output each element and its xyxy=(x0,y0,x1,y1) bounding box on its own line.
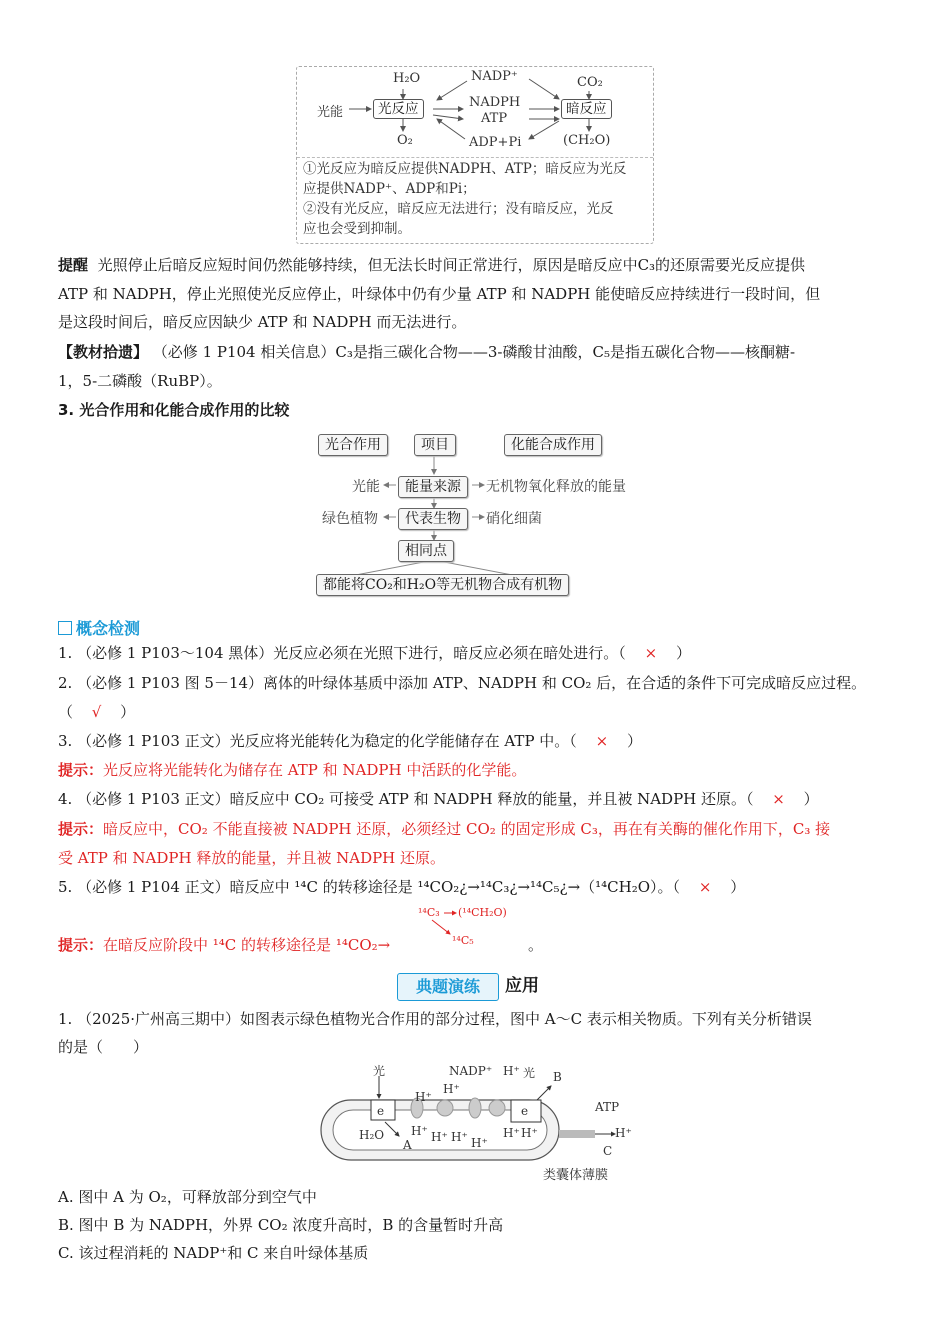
hplus-label-4: H⁺ xyxy=(431,1130,448,1144)
option-b[interactable]: B. 图中 B 为 NADPH，外界 CO₂ 浓度升高时，B 的含量暂时升高 xyxy=(58,1216,504,1234)
question-5-end: ） xyxy=(730,878,746,896)
hint-3-label: 提示： xyxy=(58,761,104,779)
atp-label: ATP xyxy=(481,111,508,126)
concept-check-title xyxy=(58,616,140,639)
hplus-label-9: H⁺ xyxy=(615,1126,632,1140)
hint-4-line-1 xyxy=(58,818,830,840)
hint-3 xyxy=(58,759,526,781)
c-label: C xyxy=(603,1144,613,1158)
question-2-answer xyxy=(58,701,135,723)
question-4-mark: × xyxy=(772,790,785,808)
figure-note-4: 应也会受到抑制。 xyxy=(303,221,411,237)
question-3-end: ） xyxy=(626,732,642,750)
light-label-2: 光 xyxy=(523,1066,536,1080)
question-2-open: （ xyxy=(58,703,74,721)
figure-divider xyxy=(297,157,653,158)
hint-4-text-1: 暗反应中，CO₂ 不能直接被 NADPH 还原，必须经过 CO₂ 的固定形成 C₃，再在有关酶的催化作用下，C₃ 接 xyxy=(103,820,831,838)
atp-label-fig2: ATP xyxy=(595,1100,620,1114)
figure-note-3: ②没有光反应，暗反应无法进行；没有暗反应，光反 xyxy=(303,201,614,217)
b-label: B xyxy=(553,1070,562,1084)
light-label-1: 光 xyxy=(373,1064,386,1078)
common-text-box: 都能将CO₂和H₂O等无机物合成有机物 xyxy=(316,574,569,596)
h2o-label: H₂O xyxy=(393,71,421,86)
common-box: 相同点 xyxy=(398,540,454,562)
hint-5-end: 。 xyxy=(528,936,544,954)
question-1-end: ） xyxy=(675,644,691,662)
question-1 xyxy=(58,642,691,664)
figure-note-2: 应提供NADP⁺、ADP和Pi； xyxy=(303,181,476,197)
pathway-ch2o: (¹⁴CH₂O) xyxy=(458,906,507,919)
tip-line-1 xyxy=(58,254,805,276)
a-label: A xyxy=(403,1138,412,1152)
question-2: 2. （必修 1 P103 图 5－14）离体的叶绿体基质中添加 ATP、NADPH 和 CO₂ 后，在合适的条件下可完成暗反应过程。 xyxy=(58,674,867,692)
hplus-label-6: H⁺ xyxy=(471,1136,488,1150)
co2-label: CO₂ xyxy=(577,75,603,90)
energy-source-box: 能量来源 xyxy=(398,476,468,498)
practice-tag: 典题演练 xyxy=(397,973,499,1001)
question-5-text: 5. （必修 1 P104 正文）暗反应中 ¹⁴C 的转移途径是 ¹⁴CO₂¿→¹⁴C₃¿→¹⁴C₅¿→（¹⁴CH₂O）。（ xyxy=(58,878,681,896)
question-5 xyxy=(58,876,745,898)
nitrifying-text: 硝化细菌 xyxy=(486,511,542,527)
textbook-text-1: （必修 1 P104 相关信息）C₃是指三碳化合物——3-磷酸甘油酸，C₅是指五碳化合物——核酮糖- xyxy=(152,343,796,361)
inorganic-energy-text: 无机物氧化释放的能量 xyxy=(486,479,626,495)
checkbox-icon xyxy=(58,621,72,635)
hplus-label-7: H⁺ xyxy=(503,1126,520,1140)
problem-stem-2: 的是（ ） xyxy=(58,1038,149,1056)
hint-5 xyxy=(58,934,390,956)
concept-check-label: 概念检测 xyxy=(76,619,141,638)
application-label: 应用 xyxy=(505,976,539,996)
light-energy-text: 光能 xyxy=(352,479,380,495)
option-a[interactable]: A. 图中 A 为 O₂，可释放部分到空气中 xyxy=(58,1188,317,1206)
section-3-title: 3. 光合作用和化能合成作用的比较 xyxy=(58,401,290,419)
pathway-c3: ¹⁴C₃ xyxy=(418,906,440,919)
figure-note-1: ①光反应为暗反应提供NADPH、ATP；暗反应为光反 xyxy=(303,161,627,177)
nadph-label: NADPH xyxy=(469,95,521,110)
question-1-mark: × xyxy=(644,644,658,662)
tip-line-2: ATP 和 NADPH，停止光照使光反应停止，叶绿体中仍有少量 ATP 和 NADPH 能使暗反应持续进行一段时间，但 xyxy=(58,285,821,303)
hplus-label-2: H⁺ xyxy=(443,1082,460,1096)
ch2o-label: (CH₂O) xyxy=(563,133,611,148)
nadp-plus-label: NADP⁺ xyxy=(449,1064,493,1078)
o2-label: O₂ xyxy=(397,133,413,148)
electron-label-2: e xyxy=(521,1104,529,1118)
problem-stem-1: 1. （2025·广州高三期中）如图表示绿色植物光合作用的部分过程，图中 A～C 表示相关物质。下列有关分析错误 xyxy=(58,1010,812,1028)
thylakoid-figure xyxy=(315,1060,645,1184)
option-c[interactable]: C. 该过程消耗的 NADP⁺和 C 来自叶绿体基质 xyxy=(58,1244,369,1262)
question-2-mark: √ xyxy=(91,703,102,721)
hint-5-label: 提示： xyxy=(58,936,104,954)
hplus-label-3: H⁺ xyxy=(411,1124,428,1138)
hint-4-line-2: 受 ATP 和 NADPH 释放的能量，并且被 NADPH 还原。 xyxy=(58,849,446,867)
hint-4-label: 提示： xyxy=(58,820,104,838)
hint-3-text: 光反应将光能转化为储存在 ATP 和 NADPH 中活跃的化学能。 xyxy=(103,761,527,779)
question-1-text: 1. （必修 1 P103～104 黑体）光反应必须在光照下进行，暗反应必须在暗处进行。（ xyxy=(58,644,626,662)
pathway-c5: ¹⁴C₅ xyxy=(452,934,474,947)
tip-line-3: 是这段时间后，暗反应因缺少 ATP 和 NADPH 而无法进行。 xyxy=(58,313,467,331)
hplus-label-8: H⁺ xyxy=(521,1126,538,1140)
photosynthesis-box: 光合作用 xyxy=(318,434,388,456)
h2o-label-fig2: H₂O xyxy=(359,1128,385,1142)
representative-box: 代表生物 xyxy=(398,508,468,530)
membrane-label: 类囊体薄膜 xyxy=(543,1168,609,1183)
light-reaction-box: 光反应 xyxy=(373,99,424,119)
textbook-label: 【教材拾遗】 xyxy=(58,343,149,361)
electron-label-1: e xyxy=(377,1104,385,1118)
question-4-text: 4. （必修 1 P103 正文）暗反应中 CO₂ 可接受 ATP 和 NADPH 释放的能量，并且被 NADPH 还原。（ xyxy=(58,790,754,808)
question-4 xyxy=(58,788,819,810)
tip-text-1: 光照停止后暗反应短时间仍然能够持续，但无法长时间正常进行，原因是暗反应中C₃的还原需要光反应提供 xyxy=(97,256,806,274)
adp-pi-label: ADP+Pi xyxy=(469,135,522,150)
question-3 xyxy=(58,730,642,752)
green-plants-text: 绿色植物 xyxy=(322,511,378,527)
question-3-mark: × xyxy=(595,732,609,750)
hplus-label-5: H⁺ xyxy=(451,1130,468,1144)
question-5-mark: × xyxy=(698,878,712,896)
item-box: 项目 xyxy=(414,434,456,456)
question-2-end: ） xyxy=(120,703,136,721)
hint-5-text: 在暗反应阶段中 ¹⁴C 的转移途径是 ¹⁴CO₂→ xyxy=(103,936,391,954)
nadp-plus-label: NADP⁺ xyxy=(471,69,518,84)
hplus-top-label: H⁺ xyxy=(503,1064,520,1078)
textbook-line-1 xyxy=(58,341,795,363)
light-energy-label: 光能 xyxy=(317,105,344,120)
tip-label: 提醒 xyxy=(58,256,89,274)
dark-reaction-box: 暗反应 xyxy=(561,99,612,119)
light-dark-reaction-figure xyxy=(296,66,654,244)
hplus-label-1: H⁺ xyxy=(415,1090,432,1104)
chemosynthesis-box: 化能合成作用 xyxy=(504,434,602,456)
textbook-line-2: 1，5-二磷酸（RuBP）。 xyxy=(58,372,222,390)
question-3-text: 3. （必修 1 P103 正文）光反应将光能转化为稳定的化学能储存在 ATP 中。（ xyxy=(58,732,577,750)
question-4-end: ） xyxy=(803,790,819,808)
